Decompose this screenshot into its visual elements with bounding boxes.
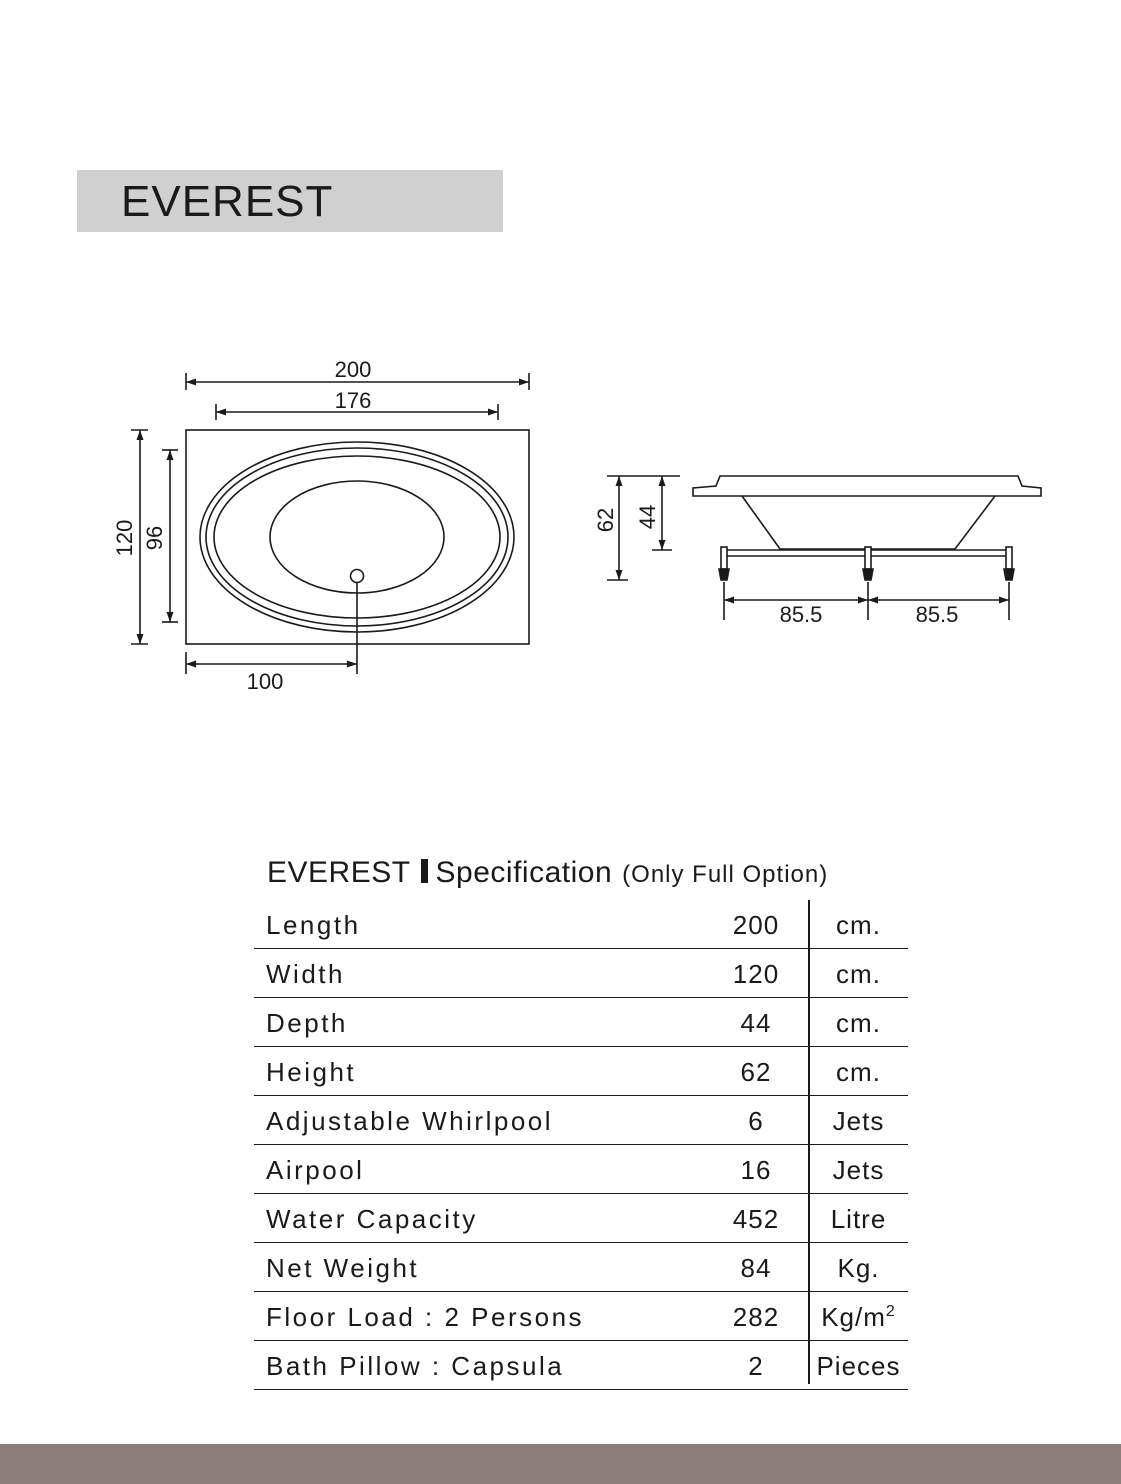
spec-value: 120 xyxy=(732,959,780,989)
spec-value: 6 xyxy=(748,1106,764,1136)
drain-icon xyxy=(351,570,364,583)
side-rim xyxy=(693,476,1041,496)
dim-label-overall-length: 200 xyxy=(334,357,372,382)
spec-unit-superscript: 2 xyxy=(885,1303,896,1320)
spec-table xyxy=(254,900,908,1390)
table-row xyxy=(254,1096,908,1145)
spec-unit xyxy=(809,1302,908,1333)
spec-unit-base: Kg/m xyxy=(821,1302,886,1332)
spec-value: 84 xyxy=(740,1253,772,1283)
spec-unit: Pieces xyxy=(816,1351,901,1381)
spec-unit: cm. xyxy=(836,1057,881,1087)
spec-label: Adjustable Whirlpool xyxy=(266,1106,554,1136)
footer-bar xyxy=(0,1444,1121,1484)
table-row xyxy=(254,1145,908,1194)
spec-value: 2 xyxy=(748,1351,764,1381)
spec-label: Height xyxy=(266,1057,357,1087)
dim-label-depth: 44 xyxy=(635,504,660,530)
spec-heading-label: Specification xyxy=(435,856,613,889)
heading-bar-divider xyxy=(421,859,428,883)
spec-unit: Litre xyxy=(830,1204,887,1234)
spec-label: Water Capacity xyxy=(266,1204,478,1234)
spec-unit: cm. xyxy=(836,1008,881,1038)
dim-label-leg-span-left: 85.5 xyxy=(779,602,823,627)
dim-label-inner-length: 176 xyxy=(334,388,372,413)
spec-label: Bath Pillow : Capsula xyxy=(266,1351,565,1381)
spec-unit: Jets xyxy=(832,1106,885,1136)
side-tub-body xyxy=(742,496,995,549)
spec-label: Airpool xyxy=(266,1155,365,1185)
spec-value: 16 xyxy=(740,1155,772,1185)
spec-value: 62 xyxy=(740,1057,772,1087)
spec-value: 200 xyxy=(732,910,780,940)
spec-unit: cm. xyxy=(836,959,881,989)
dim-label-inner-width: 96 xyxy=(142,525,167,551)
table-row xyxy=(254,1292,908,1341)
table-row xyxy=(254,1243,908,1292)
table-row xyxy=(254,1047,908,1096)
spec-value: 452 xyxy=(732,1204,780,1234)
side-leg-left xyxy=(719,547,729,580)
spec-unit: Jets xyxy=(832,1155,885,1185)
spec-label: Width xyxy=(266,959,345,989)
table-row xyxy=(254,900,908,949)
spec-unit: Kg. xyxy=(837,1253,880,1283)
basin-ellipse xyxy=(270,481,444,593)
table-row xyxy=(254,1341,908,1390)
table-row xyxy=(254,998,908,1047)
spec-unit: cm. xyxy=(836,910,881,940)
spec-label: Floor Load : 2 Persons xyxy=(266,1302,585,1332)
dim-label-overall-width: 120 xyxy=(112,519,137,557)
spec-value: 282 xyxy=(732,1302,780,1332)
spec-heading-note: (Only Full Option) xyxy=(622,861,829,888)
side-leg-right xyxy=(1004,547,1014,580)
spec-heading xyxy=(267,856,828,890)
table-row xyxy=(254,1194,908,1243)
dim-label-height: 62 xyxy=(593,507,618,533)
side-view xyxy=(607,476,1041,620)
top-view xyxy=(131,373,529,674)
page-title: EVEREST xyxy=(121,177,334,226)
dim-label-leg-span-right: 85.5 xyxy=(915,602,959,627)
side-leg-middle xyxy=(863,547,873,580)
spec-label: Depth xyxy=(266,1008,348,1038)
table-row xyxy=(254,949,908,998)
side-view-labels xyxy=(593,505,958,627)
spec-label: Length xyxy=(266,910,361,940)
dim-label-drain-offset: 100 xyxy=(246,669,284,694)
spec-label: Net Weight xyxy=(266,1253,420,1283)
spec-model-name: EVEREST xyxy=(267,856,411,889)
spec-value: 44 xyxy=(740,1008,772,1038)
